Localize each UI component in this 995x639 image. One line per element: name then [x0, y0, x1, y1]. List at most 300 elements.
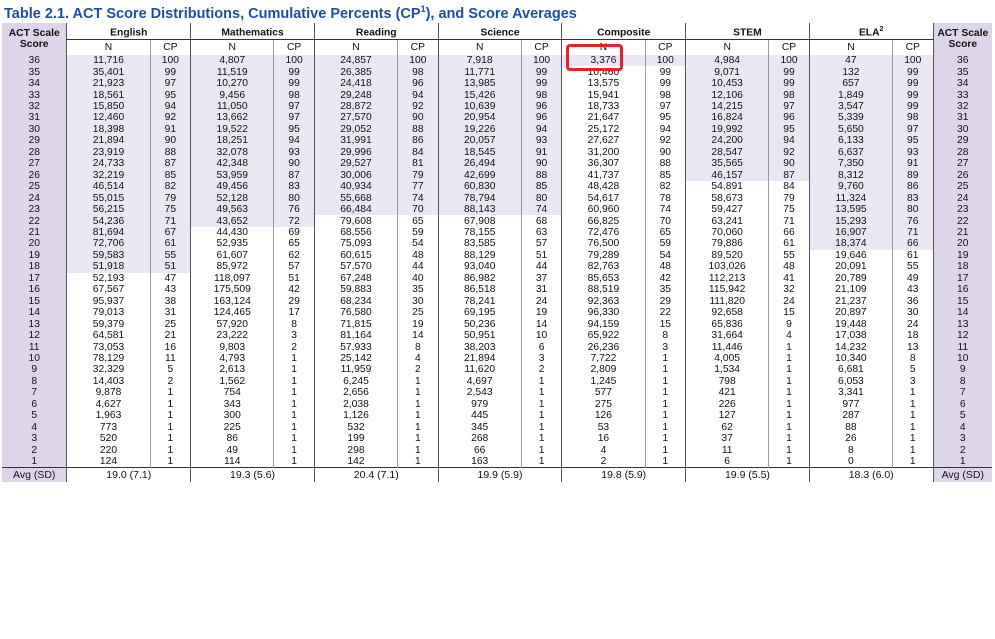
science-n-cell: 88,129 — [438, 250, 521, 261]
score-cell: 36 — [2, 55, 67, 66]
ela-n-cell: 287 — [809, 410, 892, 421]
english-n-cell: 56,215 — [67, 204, 150, 215]
reading-n-cell: 29,052 — [314, 124, 397, 135]
reading-cp-cell: 14 — [398, 330, 439, 341]
mathematics-n-cell: 124,465 — [191, 307, 274, 318]
mathematics-n-cell: 43,652 — [191, 215, 274, 226]
composite-cp-cell: 22 — [645, 307, 686, 318]
score-cell: 32 — [933, 101, 992, 112]
mathematics-n-cell: 49 — [191, 444, 274, 455]
avg-ela: 18.3 (6.0) — [809, 468, 933, 483]
stem-n-cell: 58,673 — [686, 192, 769, 203]
stem-cp-cell: 99 — [769, 78, 810, 89]
reading-n-cell: 30,006 — [314, 170, 397, 181]
science-cp-cell: 6 — [521, 341, 562, 352]
stem-cp-cell: 41 — [769, 273, 810, 284]
n-header: N — [562, 40, 645, 56]
english-n-cell: 12,460 — [67, 112, 150, 123]
science-n-cell: 11,771 — [438, 66, 521, 77]
stem-cp-cell: 99 — [769, 66, 810, 77]
reading-cp-cell: 1 — [398, 456, 439, 468]
science-n-cell: 20,057 — [438, 135, 521, 146]
english-n-cell: 18,561 — [67, 89, 150, 100]
reading-n-cell: 11,959 — [314, 364, 397, 375]
score-cell: 8 — [933, 376, 992, 387]
table-row — [2, 318, 992, 329]
reading-n-cell: 76,580 — [314, 307, 397, 318]
reading-cp-cell: 92 — [398, 101, 439, 112]
english-n-cell: 124 — [67, 456, 150, 468]
science-n-cell: 2,543 — [438, 387, 521, 398]
science-n-cell: 11,620 — [438, 364, 521, 375]
english-cp-cell: 75 — [150, 204, 191, 215]
score-header-left: ACT Scale Score — [2, 23, 67, 55]
composite-cp-cell: 1 — [645, 387, 686, 398]
stem-n-cell: 10,453 — [686, 78, 769, 89]
reading-cp-cell: 59 — [398, 227, 439, 238]
science-n-cell: 93,040 — [438, 261, 521, 272]
table-row — [2, 250, 992, 261]
english-cp-cell: 5 — [150, 364, 191, 375]
score-cell: 29 — [933, 135, 992, 146]
stem-cp-cell: 1 — [769, 353, 810, 364]
english-cp-cell: 1 — [150, 444, 191, 455]
score-cell: 13 — [2, 318, 67, 329]
ela-n-cell: 6,133 — [809, 135, 892, 146]
stem-n-cell: 12,106 — [686, 89, 769, 100]
mathematics-n-cell: 163,124 — [191, 296, 274, 307]
reading-cp-cell: 8 — [398, 341, 439, 352]
mathematics-cp-cell: 2 — [274, 341, 315, 352]
n-header: N — [314, 40, 397, 56]
table-row — [2, 158, 992, 169]
composite-cp-cell: 74 — [645, 204, 686, 215]
composite-cp-cell: 35 — [645, 284, 686, 295]
composite-cp-cell: 1 — [645, 353, 686, 364]
english-cp-cell: 2 — [150, 376, 191, 387]
n-header: N — [67, 40, 150, 56]
ela-n-cell: 20,897 — [809, 307, 892, 318]
stem-cp-cell: 1 — [769, 387, 810, 398]
score-cell: 16 — [2, 284, 67, 295]
science-n-cell: 345 — [438, 422, 521, 433]
composite-cp-cell: 99 — [645, 78, 686, 89]
ela-n-cell: 21,109 — [809, 284, 892, 295]
subheader-row — [2, 40, 992, 56]
ela-cp-cell: 93 — [893, 147, 934, 158]
english-cp-cell: 100 — [150, 55, 191, 66]
stem-n-cell: 798 — [686, 376, 769, 387]
mathematics-cp-cell: 1 — [274, 433, 315, 444]
science-cp-cell: 31 — [521, 284, 562, 295]
score-cell: 22 — [933, 215, 992, 226]
ela-n-cell: 3,341 — [809, 387, 892, 398]
reading-cp-cell: 19 — [398, 318, 439, 329]
science-cp-cell: 14 — [521, 318, 562, 329]
reading-cp-cell: 35 — [398, 284, 439, 295]
composite-cp-cell: 97 — [645, 101, 686, 112]
avg-reading: 20.4 (7.1) — [314, 468, 438, 483]
mathematics-n-cell: 23,222 — [191, 330, 274, 341]
stem-n-cell: 24,200 — [686, 135, 769, 146]
ela-cp-cell: 5 — [893, 364, 934, 375]
english-cp-cell: 61 — [150, 238, 191, 249]
avg-composite: 19.8 (5.9) — [562, 468, 686, 483]
stem-cp-cell: 4 — [769, 330, 810, 341]
table-row — [2, 444, 992, 455]
mathematics-n-cell: 4,793 — [191, 353, 274, 364]
reading-n-cell: 25,142 — [314, 353, 397, 364]
english-n-cell: 21,923 — [67, 78, 150, 89]
science-n-cell: 18,545 — [438, 147, 521, 158]
english-cp-cell: 51 — [150, 261, 191, 272]
science-n-cell: 26,494 — [438, 158, 521, 169]
score-cell: 16 — [933, 284, 992, 295]
score-cell: 31 — [933, 112, 992, 123]
ela-n-cell: 20,789 — [809, 273, 892, 284]
score-cell: 28 — [2, 147, 67, 158]
reading-cp-cell: 98 — [398, 66, 439, 77]
score-cell: 23 — [2, 204, 67, 215]
reading-cp-cell: 30 — [398, 296, 439, 307]
n-header: N — [438, 40, 521, 56]
english-cp-cell: 55 — [150, 250, 191, 261]
score-cell: 19 — [933, 250, 992, 261]
table-title: Table 2.1. ACT Score Distributions, Cumulative Percents $(CP^1)$, and Score Averages — [4, 4, 577, 22]
reading-cp-cell: 44 — [398, 261, 439, 272]
composite-cp-cell: 65 — [645, 227, 686, 238]
stem-n-cell: 226 — [686, 399, 769, 410]
english-n-cell: 773 — [67, 422, 150, 433]
score-cell: 29 — [2, 135, 67, 146]
ela-n-cell: 1,849 — [809, 89, 892, 100]
stem-n-cell: 11,446 — [686, 341, 769, 352]
english-n-cell: 59,379 — [67, 318, 150, 329]
score-cell: 27 — [2, 158, 67, 169]
english-n-cell: 1,963 — [67, 410, 150, 421]
score-cell: 14 — [2, 307, 67, 318]
score-cell: 9 — [2, 364, 67, 375]
composite-n-cell: 10,460 — [562, 66, 645, 77]
table-footer — [2, 468, 992, 483]
science-n-cell: 88,143 — [438, 204, 521, 215]
reading-n-cell: 79,608 — [314, 215, 397, 226]
stem-cp-cell: 61 — [769, 238, 810, 249]
composite-n-cell: 88,519 — [562, 284, 645, 295]
stem-cp-cell: 79 — [769, 192, 810, 203]
reading-n-cell: 1,126 — [314, 410, 397, 421]
reading-cp-cell: 100 — [398, 55, 439, 66]
cp-header: CP — [893, 40, 934, 56]
table-row — [2, 147, 992, 158]
ela-n-cell: 7,350 — [809, 158, 892, 169]
score-cell: 34 — [2, 78, 67, 89]
table-row — [2, 296, 992, 307]
table-row — [2, 376, 992, 387]
ela-cp-cell: 1 — [893, 433, 934, 444]
table-row — [2, 89, 992, 100]
mathematics-cp-cell: 29 — [274, 296, 315, 307]
reading-n-cell: 40,934 — [314, 181, 397, 192]
reading-n-cell: 71,815 — [314, 318, 397, 329]
score-cell: 2 — [933, 444, 992, 455]
english-n-cell: 520 — [67, 433, 150, 444]
stem-n-cell: 28,547 — [686, 147, 769, 158]
reading-cp-cell: 90 — [398, 112, 439, 123]
mathematics-n-cell: 49,563 — [191, 204, 274, 215]
reading-cp-cell: 88 — [398, 124, 439, 135]
table-row — [2, 227, 992, 238]
mathematics-cp-cell: 62 — [274, 250, 315, 261]
mathematics-n-cell: 32,078 — [191, 147, 274, 158]
stem-n-cell: 1,534 — [686, 364, 769, 375]
stem-n-cell: 6 — [686, 456, 769, 468]
mathematics-n-cell: 85,972 — [191, 261, 274, 272]
stem-n-cell: 35,565 — [686, 158, 769, 169]
ela-n-cell: 977 — [809, 399, 892, 410]
reading-n-cell: 199 — [314, 433, 397, 444]
science-cp-cell: 100 — [521, 55, 562, 66]
stem-cp-cell: 55 — [769, 250, 810, 261]
english-n-cell: 59,583 — [67, 250, 150, 261]
reading-n-cell: 2,038 — [314, 399, 397, 410]
score-cell: 10 — [2, 353, 67, 364]
stem-cp-cell: 92 — [769, 147, 810, 158]
mathematics-n-cell: 4,807 — [191, 55, 274, 66]
stem-cp-cell: 24 — [769, 296, 810, 307]
stem-n-cell: 4,005 — [686, 353, 769, 364]
ela-n-cell: 47 — [809, 55, 892, 66]
ela-cp-cell: 99 — [893, 78, 934, 89]
stem-n-cell: 14,215 — [686, 101, 769, 112]
score-cell: 7 — [933, 387, 992, 398]
science-cp-cell: 3 — [521, 353, 562, 364]
english-n-cell: 55,015 — [67, 192, 150, 203]
mathematics-cp-cell: 100 — [274, 55, 315, 66]
score-cell: 2 — [2, 444, 67, 455]
mathematics-n-cell: 61,607 — [191, 250, 274, 261]
english-cp-cell: 25 — [150, 318, 191, 329]
composite-n-cell: 275 — [562, 399, 645, 410]
stem-n-cell: 59,427 — [686, 204, 769, 215]
mathematics-cp-cell: 1 — [274, 444, 315, 455]
composite-n-cell: 96,330 — [562, 307, 645, 318]
ela-cp-cell: 95 — [893, 135, 934, 146]
composite-n-cell: 13,575 — [562, 78, 645, 89]
composite-n-cell: 25,172 — [562, 124, 645, 135]
mathematics-n-cell: 225 — [191, 422, 274, 433]
ela-cp-cell: 99 — [893, 101, 934, 112]
composite-n-cell: 3,376 — [562, 55, 645, 66]
reading-cp-cell: 74 — [398, 192, 439, 203]
composite-n-cell: 82,763 — [562, 261, 645, 272]
ela-cp-cell: 61 — [893, 250, 934, 261]
ela-cp-cell: 99 — [893, 66, 934, 77]
stem-cp-cell: 9 — [769, 318, 810, 329]
stem-n-cell: 54,891 — [686, 181, 769, 192]
score-cell: 15 — [2, 296, 67, 307]
composite-cp-cell: 88 — [645, 158, 686, 169]
avg-stem: 19.9 (5.5) — [686, 468, 810, 483]
reading-n-cell: 2,656 — [314, 387, 397, 398]
ela-cp-cell: 1 — [893, 399, 934, 410]
science-cp-cell: 99 — [521, 66, 562, 77]
reading-n-cell: 26,385 — [314, 66, 397, 77]
mathematics-n-cell: 343 — [191, 399, 274, 410]
ela-n-cell: 657 — [809, 78, 892, 89]
stem-n-cell: 111,820 — [686, 296, 769, 307]
ela-cp-cell: 49 — [893, 273, 934, 284]
reading-n-cell: 59,883 — [314, 284, 397, 295]
ela-n-cell: 8 — [809, 444, 892, 455]
score-cell: 30 — [933, 124, 992, 135]
stem-cp-cell: 90 — [769, 158, 810, 169]
reading-cp-cell: 70 — [398, 204, 439, 215]
stem-cp-cell: 1 — [769, 341, 810, 352]
ela-cp-cell: 18 — [893, 330, 934, 341]
stem-n-cell: 37 — [686, 433, 769, 444]
ela-cp-cell: 43 — [893, 284, 934, 295]
mathematics-n-cell: 86 — [191, 433, 274, 444]
mathematics-n-cell: 13,662 — [191, 112, 274, 123]
stem-n-cell: 11 — [686, 444, 769, 455]
score-cell: 22 — [2, 215, 67, 226]
reading-cp-cell: 1 — [398, 410, 439, 421]
mathematics-n-cell: 9,456 — [191, 89, 274, 100]
science-n-cell: 13,985 — [438, 78, 521, 89]
english-n-cell: 46,514 — [67, 181, 150, 192]
reading-n-cell: 28,872 — [314, 101, 397, 112]
english-cp-cell: 11 — [150, 353, 191, 364]
score-cell: 15 — [933, 296, 992, 307]
composite-cp-cell: 85 — [645, 170, 686, 181]
score-cell: 19 — [2, 250, 67, 261]
mathematics-cp-cell: 97 — [274, 112, 315, 123]
table-body — [2, 55, 992, 468]
mathematics-n-cell: 11,050 — [191, 101, 274, 112]
reading-cp-cell: 40 — [398, 273, 439, 284]
stem-cp-cell: 95 — [769, 124, 810, 135]
stem-cp-cell: 1 — [769, 399, 810, 410]
composite-n-cell: 41,737 — [562, 170, 645, 181]
ela-n-cell: 0 — [809, 456, 892, 468]
stem-cp-cell: 98 — [769, 89, 810, 100]
ela-cp-cell: 3 — [893, 376, 934, 387]
composite-cp-cell: 1 — [645, 456, 686, 468]
composite-cp-cell: 1 — [645, 376, 686, 387]
mathematics-cp-cell: 69 — [274, 227, 315, 238]
science-cp-cell: 1 — [521, 422, 562, 433]
table-row — [2, 341, 992, 352]
english-cp-cell: 91 — [150, 124, 191, 135]
score-cell: 11 — [2, 341, 67, 352]
ela-n-cell: 13,595 — [809, 204, 892, 215]
stem-cp-cell: 96 — [769, 112, 810, 123]
stem-cp-cell: 87 — [769, 170, 810, 181]
mathematics-cp-cell: 1 — [274, 456, 315, 468]
stem-n-cell: 63,241 — [686, 215, 769, 226]
composite-cp-cell: 100 — [645, 55, 686, 66]
science-cp-cell: 1 — [521, 433, 562, 444]
english-cp-cell: 16 — [150, 341, 191, 352]
english-cp-cell: 47 — [150, 273, 191, 284]
science-n-cell: 15,426 — [438, 89, 521, 100]
table-row — [2, 170, 992, 181]
ela-cp-cell: 89 — [893, 170, 934, 181]
science-cp-cell: 85 — [521, 181, 562, 192]
stem-cp-cell: 1 — [769, 410, 810, 421]
score-cell: 20 — [933, 238, 992, 249]
score-cell: 31 — [2, 112, 67, 123]
english-cp-cell: 71 — [150, 215, 191, 226]
science-cp-cell: 1 — [521, 376, 562, 387]
table-row — [2, 101, 992, 112]
english-n-cell: 4,627 — [67, 399, 150, 410]
english-n-cell: 64,581 — [67, 330, 150, 341]
composite-n-cell: 79,289 — [562, 250, 645, 261]
english-n-cell: 9,878 — [67, 387, 150, 398]
composite-cp-cell: 3 — [645, 341, 686, 352]
group-header-mathematics: Mathematics — [191, 23, 315, 40]
english-cp-cell: 85 — [150, 170, 191, 181]
english-n-cell: 32,329 — [67, 364, 150, 375]
ela-cp-cell: 1 — [893, 444, 934, 455]
reading-cp-cell: 94 — [398, 89, 439, 100]
reading-cp-cell: 79 — [398, 170, 439, 181]
score-cell: 36 — [933, 55, 992, 66]
english-n-cell: 35,401 — [67, 66, 150, 77]
score-cell: 24 — [933, 192, 992, 203]
stem-n-cell: 115,942 — [686, 284, 769, 295]
score-cell: 35 — [2, 66, 67, 77]
english-cp-cell: 79 — [150, 192, 191, 203]
english-cp-cell: 43 — [150, 284, 191, 295]
science-n-cell: 4,697 — [438, 376, 521, 387]
science-n-cell: 86,518 — [438, 284, 521, 295]
ela-cp-cell: 36 — [893, 296, 934, 307]
stem-cp-cell: 1 — [769, 364, 810, 375]
n-header: N — [686, 40, 769, 56]
score-cell: 7 — [2, 387, 67, 398]
cp-header: CP — [769, 40, 810, 56]
english-cp-cell: 92 — [150, 112, 191, 123]
composite-cp-cell: 95 — [645, 112, 686, 123]
composite-n-cell: 94,159 — [562, 318, 645, 329]
stem-cp-cell: 1 — [769, 456, 810, 468]
reading-n-cell: 31,991 — [314, 135, 397, 146]
mathematics-cp-cell: 99 — [274, 66, 315, 77]
english-n-cell: 54,236 — [67, 215, 150, 226]
score-cell: 6 — [933, 399, 992, 410]
english-cp-cell: 38 — [150, 296, 191, 307]
ela-cp-cell: 91 — [893, 158, 934, 169]
ela-cp-cell: 83 — [893, 192, 934, 203]
score-cell: 6 — [2, 399, 67, 410]
stem-cp-cell: 1 — [769, 422, 810, 433]
ela-cp-cell: 76 — [893, 215, 934, 226]
science-cp-cell: 99 — [521, 78, 562, 89]
stem-n-cell: 70,060 — [686, 227, 769, 238]
mathematics-cp-cell: 1 — [274, 410, 315, 421]
ela-cp-cell: 30 — [893, 307, 934, 318]
stem-n-cell: 46,157 — [686, 170, 769, 181]
ela-n-cell: 20,091 — [809, 261, 892, 272]
score-cell: 1 — [2, 456, 67, 468]
ela-cp-cell: 100 — [893, 55, 934, 66]
score-cell: 26 — [933, 170, 992, 181]
score-cell: 18 — [933, 261, 992, 272]
table-row — [2, 410, 992, 421]
